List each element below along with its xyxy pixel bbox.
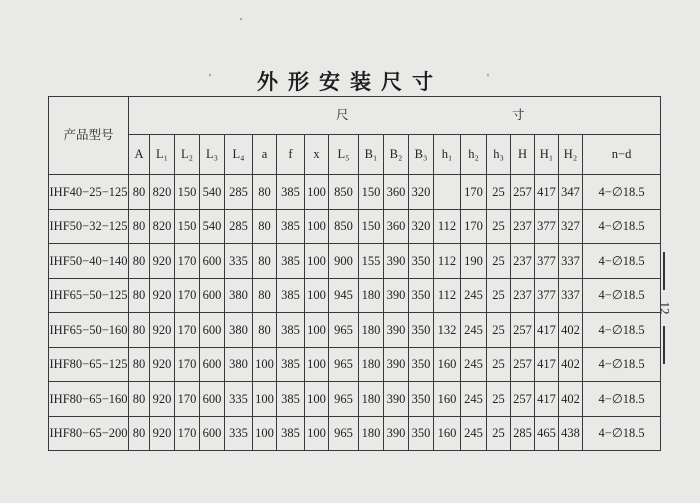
table-cell: 4−∅18.5 [583, 278, 661, 313]
table-cell: 80 [129, 313, 150, 348]
table-cell: 245 [461, 382, 487, 417]
table-cell: 377 [535, 278, 559, 313]
table-cell: 190 [461, 244, 487, 279]
table-cell: 237 [511, 244, 535, 279]
table-cell: 257 [511, 382, 535, 417]
table-cell: 80 [253, 209, 277, 244]
page-number-text: 12 [657, 301, 672, 315]
table-cell: 850 [329, 175, 359, 210]
table-cell: 390 [384, 278, 409, 313]
table-cell: 25 [487, 347, 511, 382]
model-cell: IHF65−50−125 [49, 278, 129, 313]
table-cell: 438 [559, 416, 583, 451]
table-cell: 360 [384, 209, 409, 244]
table-cell: 920 [150, 382, 175, 417]
table-row [49, 244, 661, 279]
table-cell: 350 [409, 313, 434, 348]
table-cell: 150 [175, 209, 200, 244]
model-cell: IHF50−40−140 [49, 244, 129, 279]
table-cell: 237 [511, 209, 535, 244]
table-cell: 380 [225, 313, 253, 348]
table-row [49, 416, 661, 451]
table-cell: 600 [200, 313, 225, 348]
table-cell: 25 [487, 244, 511, 279]
table-cell: 900 [329, 244, 359, 279]
table-cell: 80 [253, 175, 277, 210]
table-cell: 540 [200, 209, 225, 244]
table-cell: 170 [461, 175, 487, 210]
table-cell: 132 [434, 313, 461, 348]
column-header: n−d [583, 135, 661, 175]
table-cell: 100 [305, 382, 329, 417]
column-header: B₂ [384, 135, 409, 175]
table-cell: 465 [535, 416, 559, 451]
table-cell: 160 [434, 416, 461, 451]
table-cell: 80 [129, 347, 150, 382]
table-cell: 820 [150, 175, 175, 210]
table-cell: 377 [535, 244, 559, 279]
table-cell: 820 [150, 209, 175, 244]
table-cell: 402 [559, 313, 583, 348]
table-cell: 390 [384, 313, 409, 348]
table-cell: 920 [150, 347, 175, 382]
table-cell: 170 [175, 244, 200, 279]
table-cell: 257 [511, 347, 535, 382]
model-cell: IHF80−65−125 [49, 347, 129, 382]
table-cell: 390 [384, 382, 409, 417]
table-cell [434, 175, 461, 210]
table-cell: 385 [277, 347, 305, 382]
table-cell: 380 [225, 278, 253, 313]
table-cell: 600 [200, 347, 225, 382]
table-row [49, 278, 661, 313]
table-cell: 285 [511, 416, 535, 451]
column-header: L₄ [225, 135, 253, 175]
table-cell: 80 [129, 209, 150, 244]
table-cell: 390 [384, 416, 409, 451]
table-cell: 237 [511, 278, 535, 313]
table-cell: 417 [535, 175, 559, 210]
table-cell: 350 [409, 416, 434, 451]
dimensions-group-header [129, 97, 661, 135]
table-cell: 4−∅18.5 [583, 416, 661, 451]
group-header-char: 寸 [512, 107, 525, 122]
table-cell: 112 [434, 244, 461, 279]
model-cell: IHF40−25−125 [49, 175, 129, 210]
table-cell: 600 [200, 382, 225, 417]
table-cell: 80 [253, 278, 277, 313]
table-cell: 180 [359, 382, 384, 417]
table-cell: 80 [129, 416, 150, 451]
table-cell: 347 [559, 175, 583, 210]
table-cell: 4−∅18.5 [583, 347, 661, 382]
table-cell: 180 [359, 347, 384, 382]
group-header-char: 尺 [336, 107, 349, 122]
table-cell: 4−∅18.5 [583, 175, 661, 210]
table-cell: 245 [461, 347, 487, 382]
column-header: L₂ [175, 135, 200, 175]
table-cell: 320 [409, 209, 434, 244]
table-cell: 100 [305, 209, 329, 244]
table-cell: 385 [277, 313, 305, 348]
table-row [49, 347, 661, 382]
table-cell: 385 [277, 382, 305, 417]
table-cell: 80 [253, 244, 277, 279]
table-cell: 180 [359, 416, 384, 451]
table-cell: 965 [329, 382, 359, 417]
table-cell: 100 [305, 175, 329, 210]
table-cell: 170 [461, 209, 487, 244]
model-cell: IHF80−65−160 [49, 382, 129, 417]
table-cell: 337 [559, 244, 583, 279]
dimensions-table [48, 96, 661, 451]
table-cell: 385 [277, 416, 305, 451]
table-cell: 4−∅18.5 [583, 209, 661, 244]
column-header: h₁ [434, 135, 461, 175]
table-cell: 360 [384, 175, 409, 210]
table-cell: 350 [409, 347, 434, 382]
table-row [49, 175, 661, 210]
table-cell: 112 [434, 209, 461, 244]
table-cell: 920 [150, 416, 175, 451]
page-title: 外形安装尺寸 [257, 70, 443, 94]
column-header: x [305, 135, 329, 175]
stray-mark: ' [487, 72, 489, 84]
table-cell: 417 [535, 313, 559, 348]
table-cell: 335 [225, 416, 253, 451]
table-cell: 257 [511, 175, 535, 210]
model-cell: IHF65−50−160 [49, 313, 129, 348]
table-cell: 600 [200, 416, 225, 451]
table-cell: 350 [409, 278, 434, 313]
column-header: B₃ [409, 135, 434, 175]
table-cell: 540 [200, 175, 225, 210]
table-row [49, 209, 661, 244]
table-cell: 150 [359, 209, 384, 244]
table-cell: 80 [129, 382, 150, 417]
table-cell: 920 [150, 244, 175, 279]
table-cell: 245 [461, 313, 487, 348]
table-cell: 100 [253, 416, 277, 451]
table-cell: 350 [409, 382, 434, 417]
table-cell: 390 [384, 347, 409, 382]
table-cell: 390 [384, 244, 409, 279]
table-cell: 4−∅18.5 [583, 313, 661, 348]
table-cell: 25 [487, 416, 511, 451]
table-cell: 600 [200, 278, 225, 313]
table-cell: 335 [225, 244, 253, 279]
table-cell: 100 [305, 313, 329, 348]
table-cell: 80 [129, 278, 150, 313]
table-cell: 385 [277, 278, 305, 313]
table-cell: 170 [175, 416, 200, 451]
column-header: H [511, 135, 535, 175]
table-cell: 402 [559, 347, 583, 382]
table-cell: 170 [175, 313, 200, 348]
table-cell: 377 [535, 209, 559, 244]
table-cell: 285 [225, 209, 253, 244]
table-cell: 320 [409, 175, 434, 210]
table-cell: 25 [487, 175, 511, 210]
table-cell: 380 [225, 347, 253, 382]
table-cell: 965 [329, 416, 359, 451]
table-cell: 170 [175, 347, 200, 382]
stray-mark: ' [240, 16, 242, 28]
table-cell: 100 [253, 382, 277, 417]
table-cell: 402 [559, 382, 583, 417]
table-cell: 385 [277, 175, 305, 210]
table-cell: 80 [129, 175, 150, 210]
table-cell: 920 [150, 313, 175, 348]
table-cell: 155 [359, 244, 384, 279]
table-cell: 170 [175, 382, 200, 417]
table-cell: 25 [487, 278, 511, 313]
column-header: B₁ [359, 135, 384, 175]
column-header: h₃ [487, 135, 511, 175]
column-header: A [129, 135, 150, 175]
column-header: h₂ [461, 135, 487, 175]
model-column-header: 产品型号 [49, 97, 129, 175]
table-cell: 920 [150, 278, 175, 313]
table-cell: 112 [434, 278, 461, 313]
table-cell: 335 [225, 382, 253, 417]
table-cell: 965 [329, 347, 359, 382]
column-header: H₂ [559, 135, 583, 175]
table-cell: 245 [461, 278, 487, 313]
table-cell: 257 [511, 313, 535, 348]
page-number-rule-top [663, 252, 664, 290]
stray-mark: ' [209, 72, 211, 84]
table-cell: 80 [253, 313, 277, 348]
table-cell: 245 [461, 416, 487, 451]
table-cell: 25 [487, 382, 511, 417]
table-row [49, 382, 661, 417]
table-cell: 327 [559, 209, 583, 244]
table-cell: 350 [409, 244, 434, 279]
table-cell: 945 [329, 278, 359, 313]
column-header: H₁ [535, 135, 559, 175]
table-cell: 170 [175, 278, 200, 313]
table-cell: 4−∅18.5 [583, 382, 661, 417]
table-cell: 100 [305, 416, 329, 451]
table-cell: 160 [434, 382, 461, 417]
column-header: a [253, 135, 277, 175]
table-cell: 100 [253, 347, 277, 382]
table-cell: 285 [225, 175, 253, 210]
table-cell: 100 [305, 347, 329, 382]
table-cell: 100 [305, 278, 329, 313]
table-cell: 850 [329, 209, 359, 244]
column-header: f [277, 135, 305, 175]
table-cell: 160 [434, 347, 461, 382]
column-header: L₁ [150, 135, 175, 175]
table-cell: 80 [129, 244, 150, 279]
table-cell: 180 [359, 278, 384, 313]
model-cell: IHF80−65−200 [49, 416, 129, 451]
page-number-rule-bottom [663, 326, 664, 364]
model-cell: IHF50−32−125 [49, 209, 129, 244]
table-cell: 600 [200, 244, 225, 279]
table-cell: 150 [359, 175, 384, 210]
table-cell: 150 [175, 175, 200, 210]
table-cell: 25 [487, 313, 511, 348]
table-cell: 4−∅18.5 [583, 244, 661, 279]
table-cell: 337 [559, 278, 583, 313]
table-cell: 25 [487, 209, 511, 244]
table-cell: 385 [277, 209, 305, 244]
table-cell: 417 [535, 382, 559, 417]
table-cell: 417 [535, 347, 559, 382]
table-cell: 180 [359, 313, 384, 348]
column-header: L₃ [200, 135, 225, 175]
table-cell: 385 [277, 244, 305, 279]
table-cell: 965 [329, 313, 359, 348]
column-header: L₅ [329, 135, 359, 175]
table-row [49, 313, 661, 348]
table-cell: 100 [305, 244, 329, 279]
